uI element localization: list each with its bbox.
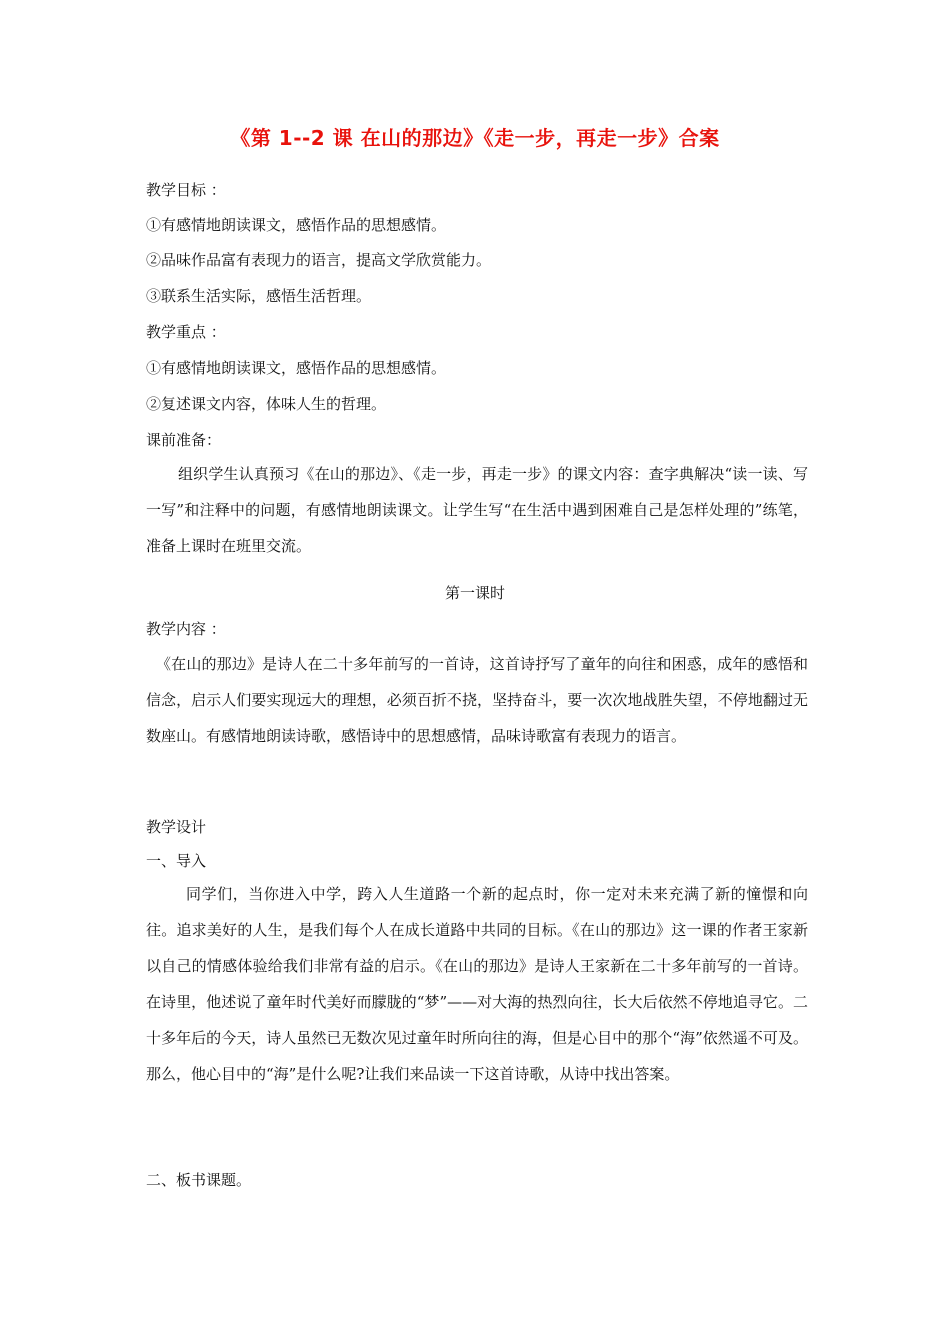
content-paragraph: [146, 646, 808, 754]
key-point-item-1: ①有感情地朗读课文，感悟作品的思想感情。: [146, 359, 447, 377]
key-points-heading: 教学重点 ：: [146, 323, 226, 341]
objectives-heading: 教学目标 ：: [146, 181, 226, 199]
board-heading: 二、板书课题。: [146, 1171, 252, 1189]
document-title: 《第 1--2 课 在山的那边》《走一步，再走一步》合案: [230, 126, 720, 150]
objective-item-3: ③联系生活实际，感悟生活哲理。: [146, 287, 372, 305]
lesson-one-heading: 第一课时: [444, 584, 505, 602]
objective-item-2: ②品味作品富有表现力的语言，提高文学欣赏能力。: [146, 251, 492, 269]
key-point-item-2: ②复述课文内容，体味人生的哲理。: [146, 395, 387, 413]
intro-paragraph: [146, 876, 808, 1092]
preparation-paragraph: [146, 456, 808, 564]
intro-text: 同学们，当你进入中学，跨入人生道路一个新的起点时，你一定对未来充满了新的憧憬和向往。追求美好的人生，是我们每个人在成长道路中共同的目标。《在山的那边》这一课的作者王家新以自己的情感体验给我们非常有益的启示。《在山的那边》是诗人王家新在二十多年前写的一首诗。在诗里，他述说了童年时代美好而朦胧的“梦”——对大海的热烈向往，长大后依然不停地追寻它。二十多年后的今天，诗人虽然已无数次见过童年时所向往的海，但是心目中的那个“海”依然遥不可及。那么，他心目中的“海”是什么呢?让我们来品读一下这首诗歌，从诗中找出答案。: [146, 885, 808, 1083]
intro-heading: 一、导入: [146, 852, 207, 870]
content-heading: 教学内容 ：: [146, 620, 226, 638]
objective-item-1: ①有感情地朗读课文，感悟作品的思想感情。: [146, 216, 447, 234]
design-heading: 教学设计: [146, 818, 207, 836]
preparation-text: 组织学生认真预习《在山的那边》、《走一步，再走一步》的课文内容：查字典解决“读一读、写一写”和注释中的问题，有感情地朗读课文。让学生写“在生活中遇到困难自己是怎样处理的”练笔，准备上课时在班里交流。: [146, 465, 808, 555]
content-text: 《在山的那边》是诗人在二十多年前写的一首诗，这首诗抒写了童年的向往和困惑，成年的感悟和信念，启示人们要实现远大的理想，必须百折不挠，坚持奋斗，要一次次地战胜失望，不停地翻过无数座山。有感情地朗读诗歌，感悟诗中的思想感情，品味诗歌富有表现力的语言。: [146, 655, 808, 745]
preparation-heading: 课前准备：: [146, 431, 222, 449]
